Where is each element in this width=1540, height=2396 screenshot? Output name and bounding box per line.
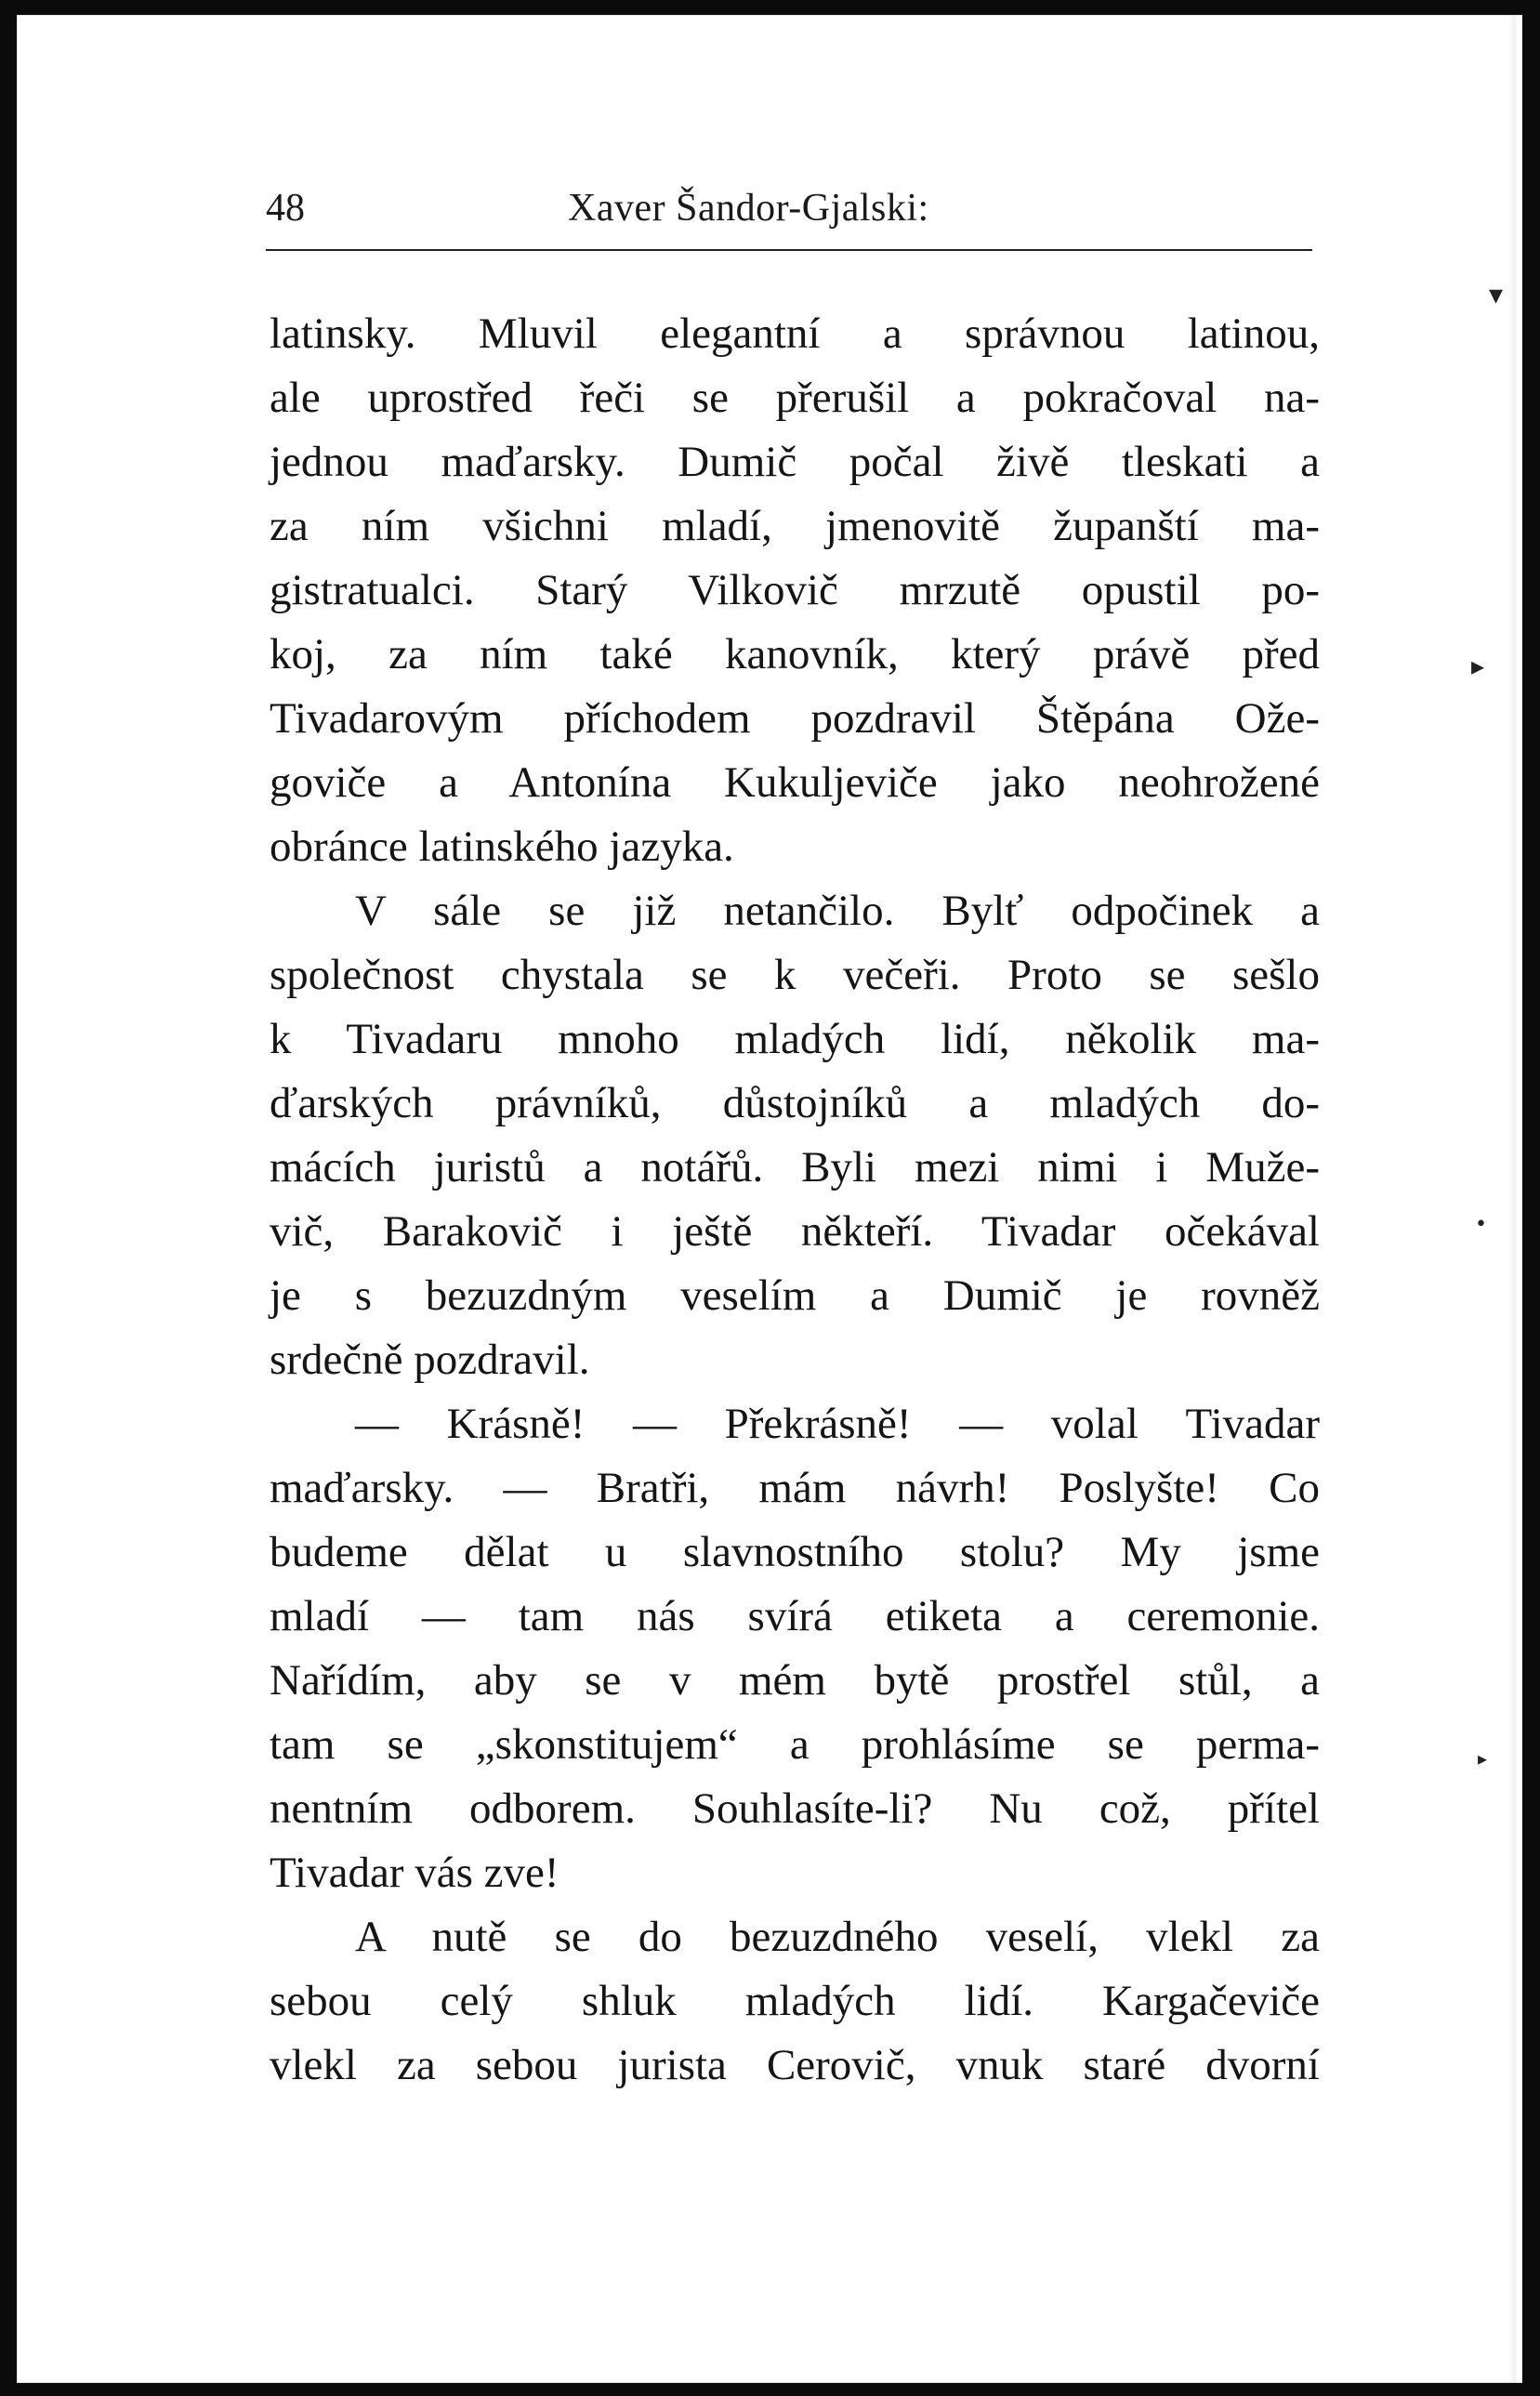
text-line: maďarsky. — Bratři, mám návrh! Poslyšte! Co [270, 1464, 1320, 1512]
text-line: budeme dělat u slavnostního stolu? My jsme [270, 1528, 1320, 1576]
text-line: ďarských právníků, důstojníků a mladých do- [270, 1079, 1320, 1127]
text-line: Tivadar vás zve! [270, 1849, 559, 1897]
text-line: vlekl za sebou jurista Cerovič, vnuk staré dvorní [270, 2041, 1320, 2089]
text-line: gistratualci. Starý Vilkovič mrzutě opustil po- [270, 566, 1320, 614]
text-line: goviče a Antonína Kukuljeviče jako neohrožené [270, 758, 1320, 807]
text-line: srdečně pozdravil. [270, 1336, 590, 1384]
text-line: sebou celý shluk mladých lidí. Kargačeviče [270, 1977, 1320, 2025]
margin-speck: ▾ [1489, 279, 1504, 311]
text-line: jednou maďarsky. Dumič počal živě tleskati a [270, 438, 1320, 486]
text-line: k Tivadaru mnoho mladých lidí, několik ma- [270, 1015, 1320, 1063]
text-line: společnost chystala se k večeři. Proto se sešlo [270, 951, 1320, 999]
margin-speck: ▸ [1471, 651, 1485, 681]
margin-speck: • [1475, 1213, 1487, 1236]
text-line: vič, Barakovič i ještě někteří. Tivadar očekával [270, 1207, 1320, 1256]
text-line: koj, za ním také kanovník, který právě před [270, 630, 1320, 678]
text-line: Tivadarovým příchodem pozdravil Štěpána Ože- [270, 694, 1320, 743]
text-line: V sále se již netančilo. Bylť odpočinek a [355, 887, 1320, 935]
body-text [270, 302, 1320, 2098]
text-line: obránce latinského jazyka. [270, 823, 734, 871]
header-rule [266, 249, 1312, 251]
text-line: tam se „skonstitujem“ a prohlásíme se perma- [270, 1720, 1320, 1769]
text-line: za ním všichni mladí, jmenovitě županští ma- [270, 502, 1320, 550]
text-line: je s bezuzdným veselím a Dumič je rovněž [270, 1271, 1320, 1320]
text-line: — Krásně! — Překrásně! — volal Tivadar [355, 1400, 1320, 1448]
text-line: nentním odborem. Souhlasíte-li? Nu což, přítel [270, 1784, 1320, 1833]
text-line: ale uprostřed řeči se přerušil a pokračoval na- [270, 374, 1320, 422]
text-line: A nutě se do bezuzdného veselí, vlekl za [355, 1913, 1320, 1961]
text-line: mácích juristů a notářů. Byli mezi nimi i Muže- [270, 1143, 1320, 1191]
page-number: 48 [266, 187, 305, 230]
margin-speck: ▸ [1478, 1747, 1488, 1770]
page-header [266, 186, 1312, 249]
page-edge-shadow [1508, 15, 1516, 2383]
running-title: Xaver Šandor-Gjalski: [568, 187, 929, 230]
text-line: Nařídím, aby se v mém bytě prostřel stůl, a [270, 1656, 1320, 1705]
text-line: latinsky. Mluvil elegantní a správnou latinou, [270, 309, 1320, 358]
text-line: mladí — tam nás svírá etiketa a ceremonie. [270, 1592, 1320, 1640]
